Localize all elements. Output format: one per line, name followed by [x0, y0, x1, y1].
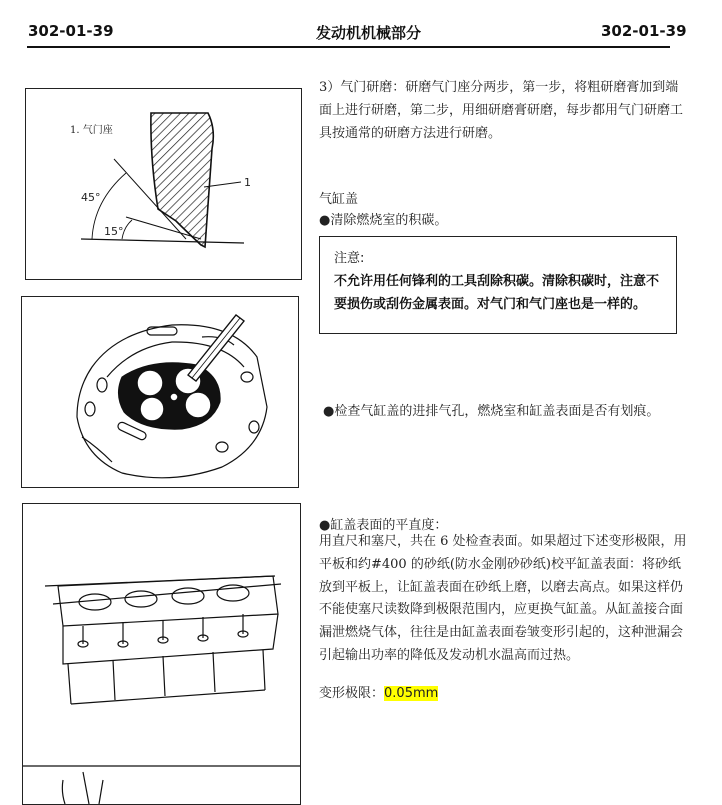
page-number-left: 302-01-39: [28, 22, 114, 40]
cylinder-head-heading: 气缸盖: [319, 192, 359, 207]
head-side: [63, 614, 278, 664]
bolt-hole: [85, 402, 95, 416]
note-body: 不允许用任何锋利的工具刮除积碳。清除积碳时，注意不要损伤或刮伤金属表面。对气门和气门座也是一样的。: [334, 274, 660, 312]
bolt-hole: [97, 378, 107, 392]
angle-label-45: 45°: [81, 191, 101, 204]
flatness-check-figure: [22, 503, 301, 805]
distortion-limit-label: 变形极限：: [319, 686, 385, 701]
clean-carbon-text: 清除燃烧室的积碳。: [330, 213, 448, 228]
bolt-hole: [216, 442, 228, 452]
chamber: [125, 591, 157, 607]
bolt-hole: [241, 372, 253, 382]
flatness-body: 用直尺和塞尺，共在 6 处检查表面。如果超过下述变形极限，用平板和约#400 的砂纸(防水金刚砂砂纸)校平缸盖表面：将砂纸放到平板上，让缸盖表面在砂纸上磨，以磨去高点。如果这样仍不能使塞尺读数降到极限范围内，应更换气缸盖。从缸盖接合面漏泄燃烧气体，往往是由缸盖表面卷皱变形引起的，这种泄漏会引起输出功率的降低及发动机水温高而过热。: [319, 534, 687, 663]
angle-arc-15: [122, 220, 132, 239]
page-number-right: 302-01-39: [601, 22, 687, 40]
flatness-heading: 缸盖表面的平直度：: [330, 518, 448, 533]
straightedge: [53, 584, 281, 604]
caution-note-box: [319, 236, 677, 334]
valve-seat-figure: [25, 88, 302, 280]
inspect-step: [323, 400, 659, 419]
casting-edge: [82, 437, 112, 462]
water-slot: [147, 327, 177, 335]
combustion-chamber-figure: [21, 296, 299, 488]
inspect-text: 检查气缸盖的进排气孔，燃烧室和缸盖表面是否有划痕。: [334, 404, 660, 419]
angle-label-15: 15°: [104, 225, 124, 238]
bullet: ●: [323, 404, 335, 419]
valve-port: [140, 397, 164, 421]
bullet: ●: [319, 518, 331, 533]
valve-port: [137, 370, 163, 396]
clean-carbon-step: [319, 209, 447, 228]
head-ports: [68, 650, 265, 704]
chamber: [217, 585, 249, 601]
figure-legend: 1. 气门座: [70, 125, 113, 136]
valve-grinding-text: 3）气门研磨：研磨气门座分两步，第一步，将粗研磨膏加到端面上进行研磨，第二步，用细研磨膏研磨，每步都用气门研磨工具按通常的研磨方法进行研磨。: [319, 80, 684, 141]
distortion-limit-value: 0.05mm: [384, 686, 439, 701]
valve-port: [185, 392, 211, 418]
distortion-limit: [319, 682, 438, 701]
bolt-bosses: [83, 614, 243, 644]
head-detail: [62, 772, 103, 804]
base-line: [81, 239, 244, 243]
callout-number: 1: [244, 176, 251, 189]
chamber: [172, 588, 204, 604]
header-rule: [27, 46, 670, 48]
note-title: 注意:: [334, 251, 365, 266]
bolt-hole: [249, 421, 259, 433]
page-title: 发动机机械部分: [316, 24, 422, 42]
bullet: ●: [319, 213, 331, 228]
spark-plug-hole: [170, 393, 178, 401]
head-bottom: [71, 690, 265, 704]
chamber: [79, 594, 111, 610]
